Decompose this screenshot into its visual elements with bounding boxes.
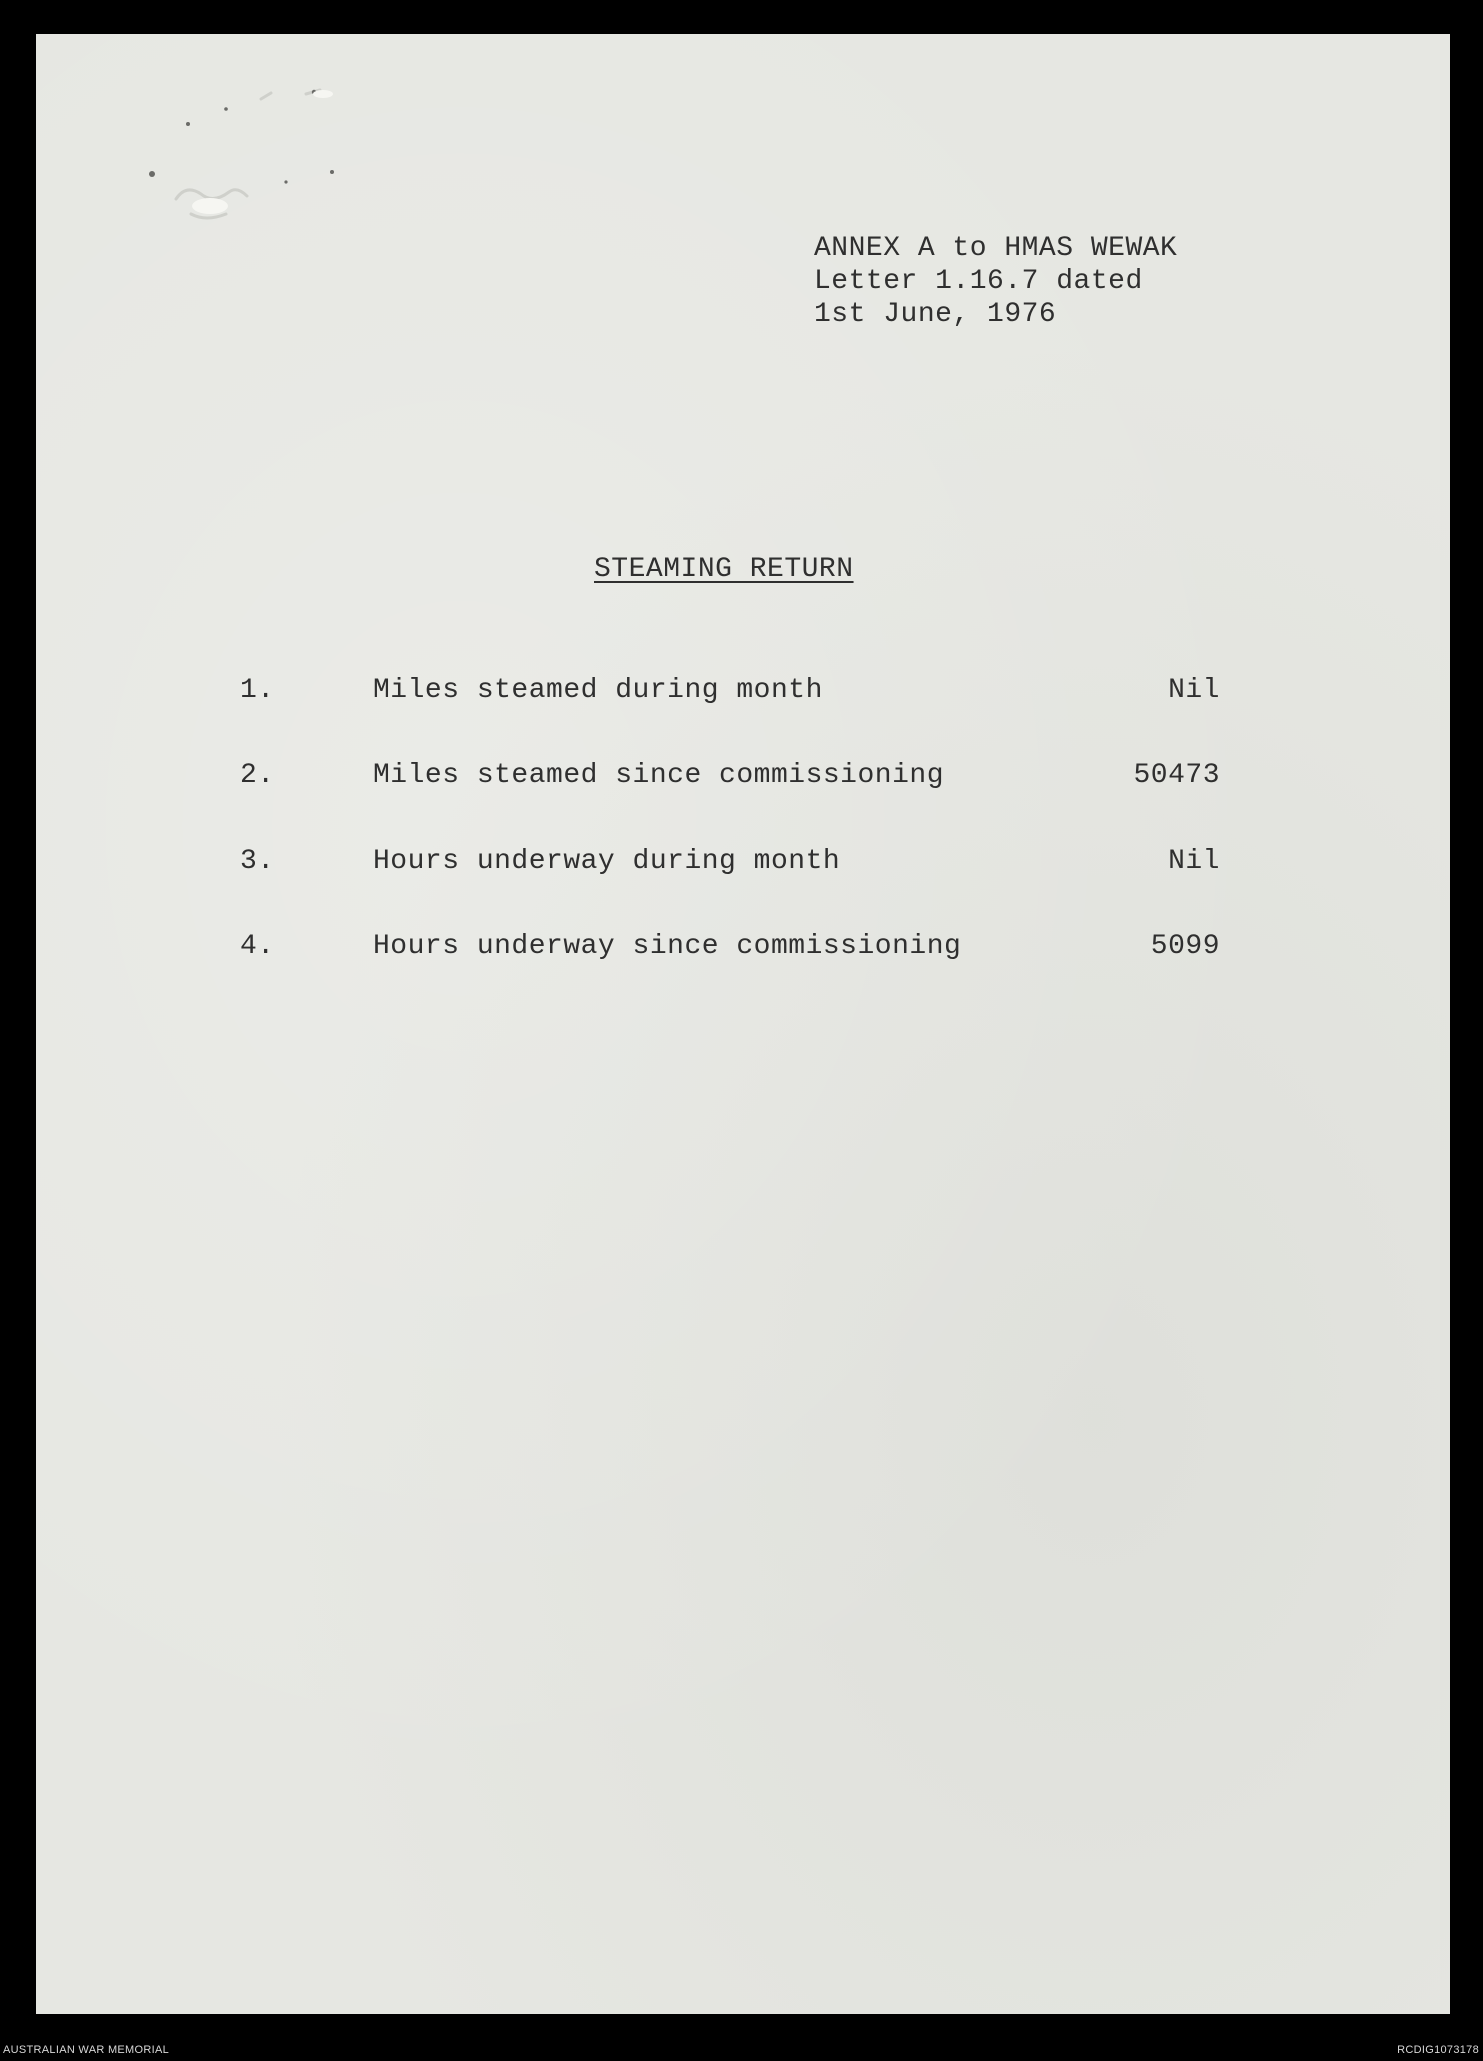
row-number: 1. bbox=[240, 675, 275, 706]
document-page bbox=[36, 34, 1450, 2014]
archive-credit: AUSTRALIAN WAR MEMORIAL bbox=[3, 2044, 170, 2056]
date-line: 1st June, 1976 bbox=[814, 299, 1057, 330]
row-description: Hours underway during month bbox=[373, 846, 841, 877]
return-row bbox=[36, 846, 1450, 886]
row-description: Miles steamed during month bbox=[373, 675, 823, 706]
document-heading: STEAMING RETURN bbox=[594, 554, 854, 585]
paper-indent-mark bbox=[136, 64, 376, 254]
row-description: Hours underway since commissioning bbox=[373, 931, 962, 962]
return-row bbox=[36, 760, 1450, 800]
annex-line: ANNEX A to HMAS WEWAK bbox=[814, 233, 1178, 264]
letter-reference-line: Letter 1.16.7 dated bbox=[814, 266, 1143, 297]
row-value: Nil bbox=[1168, 846, 1220, 877]
row-number: 2. bbox=[240, 760, 275, 791]
record-id: RCDIG1073178 bbox=[1397, 2044, 1479, 2056]
row-number: 4. bbox=[240, 931, 275, 962]
row-number: 3. bbox=[240, 846, 275, 877]
row-description: Miles steamed since commissioning bbox=[373, 760, 944, 791]
annex-reference bbox=[814, 232, 1177, 331]
row-value: 5099 bbox=[1150, 931, 1220, 962]
return-row bbox=[36, 931, 1450, 971]
return-row bbox=[36, 675, 1450, 715]
row-value: Nil bbox=[1168, 675, 1220, 706]
row-value: 50473 bbox=[1133, 760, 1220, 791]
